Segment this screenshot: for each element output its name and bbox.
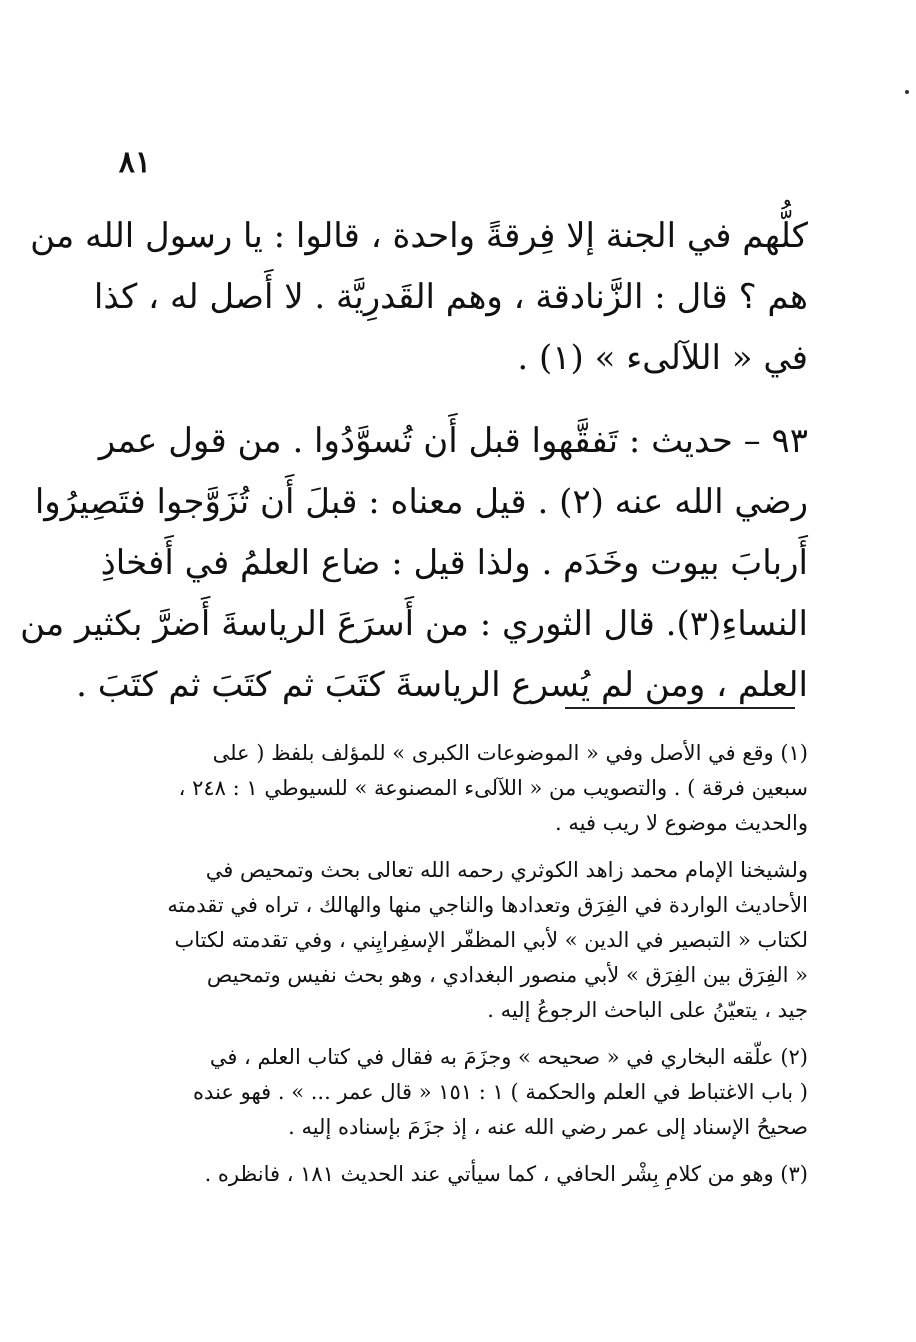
paragraph-1 — [30, 206, 808, 389]
footnotes — [128, 736, 808, 1204]
footnote-line: ( باب الاغتباط في العلم والحكمة ) ١ : ١٥١ « قال عمر ... » . فهو عنده — [193, 1080, 808, 1104]
main-text — [20, 206, 808, 716]
footnote-line: جيد ، يتعيّنُ على الباحث الرجوعُ إليه . — [487, 998, 808, 1022]
footnote-line: الأحاديث الواردة في الفِرَق وتعدادها والناجي منها والهالك ، تراه في تقدمته — [167, 893, 808, 917]
footnote-line: (١) وقع في الأصل وفي « الموضوعات الكبرى » للمؤلف بلفظ ( على — [212, 741, 808, 765]
footnote-line: والحديث موضوع لا ريب فيه . — [555, 811, 808, 835]
text-line: أَربابَ بيوت وخَدَم . ولذا قيل : ضاع العلمُ في أَفخاذِ — [100, 543, 808, 583]
text-line: العلم ، ومن لم يُسرع الرياسةَ كتَبَ ثم كتَبَ ثم كتَبَ . — [76, 665, 808, 705]
paragraph-93 — [20, 411, 808, 716]
footnote-line: « الفِرَق بين الفِرَق » لأبي منصور البغدادي ، وهو بحث نفيس وتمحيص — [206, 963, 808, 987]
text-line: في « اللآلىء » (١) . — [517, 338, 808, 378]
footnote-line: (٣) وهو من كلامِ بِشْر الحافي ، كما سيأتي عند الحديث ١٨١ ، فانظره . — [204, 1162, 808, 1186]
footnote-line: صحيحُ الإسناد إلى عمر رضي الله عنه ، إذ جزَمَ بإسناده إليه . — [288, 1115, 808, 1139]
footnote-line: لكتاب « التبصير في الدين » لأبي المظفّر الإسفِرايِني ، وفي تقدمته لكتاب — [174, 928, 808, 952]
page-number: ٨١ — [118, 145, 151, 180]
text-line: كلُّهم في الجنة إلا فِرقةً واحدة ، قالوا : يا رسول الله من — [30, 216, 808, 256]
footnote-line: سبعين فرقة ) . والتصويب من « اللآلىء المصنوعة » للسيوطي ١ : ٢٤٨ ، — [178, 776, 808, 800]
text-line: ٩٣ – حديث : تَفقَّهوا قبل أَن تُسوَّدُوا . من قول عمر — [98, 421, 808, 461]
text-line: رضي الله عنه (٢) . قيل معناه : قبلَ أَن تُزَوَّجوا فتَصِيرُوا — [34, 482, 808, 522]
page-edge-mark — [905, 90, 909, 94]
text-line: النساءِ(٣). قال الثوري : من أَسرَعَ الرياسةَ أَضرَّ بكثير من — [20, 604, 808, 644]
footnote-1-continued — [128, 853, 808, 1028]
footnote-separator — [565, 707, 795, 709]
footnote-3 — [128, 1157, 808, 1192]
footnote-2 — [128, 1040, 808, 1145]
text-line: هم ؟ قال : الزَّنادقة ، وهم القَدرِيَّة . لا أَصل له ، كذا — [93, 277, 808, 317]
footnote-1 — [128, 736, 808, 841]
footnote-line: (٢) علّقه البخاري في « صحيحه » وجزَمَ به فقال في كتاب العلم ، في — [209, 1045, 808, 1069]
footnote-line: ولشيخنا الإمام محمد زاهد الكوثري رحمه الله تعالى بحث وتمحيص في — [205, 858, 808, 882]
